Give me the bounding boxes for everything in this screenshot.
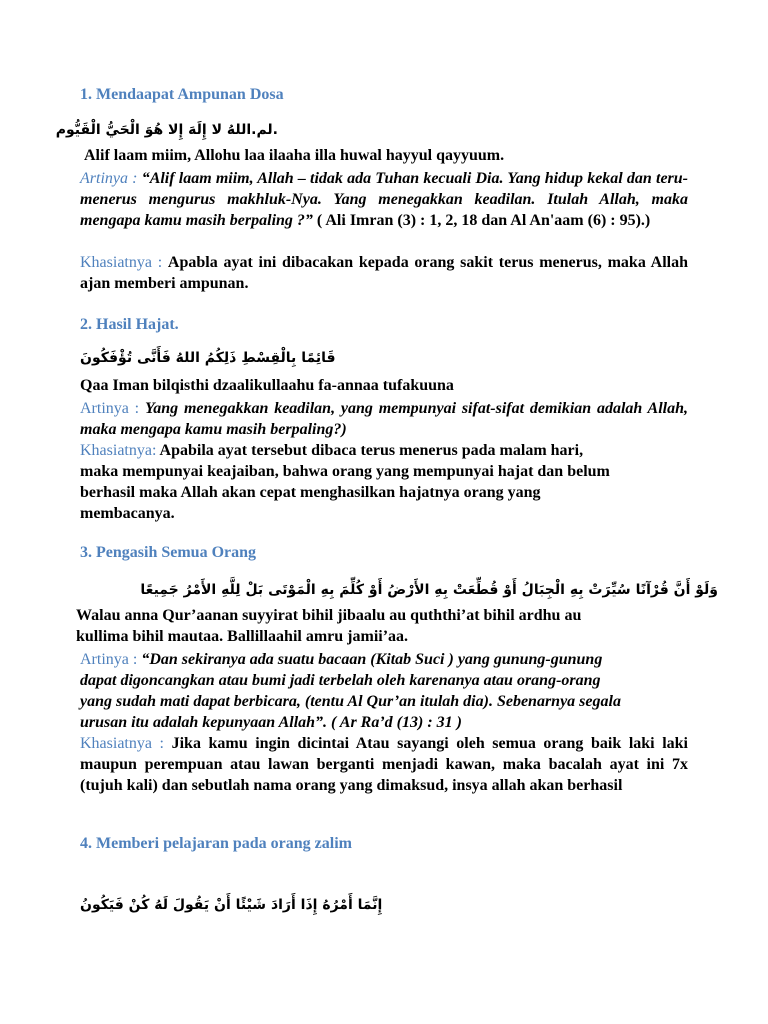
artinya-label: Artinya : <box>80 651 142 668</box>
section-2-artinya <box>80 398 688 440</box>
latin-line-1: Walau anna Qur’aanan suyyirat bihil jibaalu au quththi’at bihil ardhu au <box>76 607 582 624</box>
section-4-arabic: إِنَّمَا أَمْرُهُ إِذَا أَرَادَ شَيْئًا أَنْ يَقُولَ لَهُ كُنْ فَيَكُونُ <box>80 897 383 913</box>
artinya-line-1: “Dan sekiranya ada suatu bacaan (Kitab Suci ) yang gunung-gunung <box>141 651 603 668</box>
section-3-heading: 3. Pengasih Semua Orang <box>80 544 257 561</box>
latin-line-2: kullima bihil mautaa. Ballillaahil amru jamii’aa. <box>76 628 409 645</box>
artinya-line-3: yang sudah mati dapat berbicara, (tentu Al Qur’an itulah dia). Sebenarnya segala <box>80 693 621 710</box>
artinya-text: Yang menegakkan keadilan, yang mempunyai sifat-sifat demikian adalah Allah, maka mengapa kamu masih berpaling?) <box>80 400 689 438</box>
section-2-khasiat <box>80 440 688 524</box>
section-3-artinya <box>80 649 688 733</box>
section-1-arabic: .لم.اللهُ لا إِلَهَ إِلا هُوَ الْحَيُّ الْقَيُّوم <box>55 122 278 138</box>
section-1-khasiat <box>80 252 688 294</box>
khasiat-text: Jika kamu ingin dicintai Atau sayangi oleh semua orang baik laki laki maupun perempuan atau lawan berganti menjadi kawan, maka bacalah ayat ini 7x (tujuh kali) dan sebutlah nama orang yang dimaksud, insya allah akan berhasil <box>80 735 689 794</box>
section-1-heading: 1. Mendaapat Ampunan Dosa <box>80 86 284 103</box>
artinya-text: “Alif laam miim, Allah – tidak ada Tuhan kecuali Dia. Yang hidup kekal dan teru-menerus mengurus makhluk-Nya. Yang menegakkan keadilan. Itulah Allah, maka mengapa kamu masih berpaling ?” <box>80 170 688 229</box>
artinya-line-2: dapat digoncangkan atau bumi jadi terbelah oleh karenanya atau orang-orang <box>80 672 601 689</box>
section-4-heading: 4. Memberi pelajaran pada orang zalim <box>80 835 352 852</box>
khasiat-line-2: maka mempunyai keajaiban, bahwa orang yang mempunyai hajat dan belum <box>80 463 610 480</box>
khasiat-label: Khasiatnya : <box>80 254 168 271</box>
artinya-reference: ( Ali Imran (3) : 1, 2, 18 dan Al An'aam (6) : 95).) <box>312 212 651 229</box>
artinya-label: Artinya : <box>80 400 145 417</box>
section-3-khasiat <box>80 733 688 796</box>
section-3-latin <box>76 605 696 647</box>
khasiat-label: Khasiatnya : <box>80 735 172 752</box>
section-2-arabic: قَائِمًا بِالْقِسْطِ ذَلِكُمُ اللهُ فَأَنَّى تُؤْفَكُونَ <box>80 350 336 366</box>
khasiat-text: Apabla ayat ini dibacakan kepada orang sakit terus menerus, maka Allah ajan memberi ampunan. <box>80 254 689 292</box>
section-3-arabic: وَلَوْ أَنَّ قُرْآنًا سُيِّرَتْ بِهِ الْجِبَالُ أَوْ قُطِّعَتْ بِهِ الأَرْضُ أَوْ كُلِّمَ بِهِ الْمَوْتَى بَلْ لِلَّهِ الأَمْرُ جَمِيعًا <box>140 582 718 598</box>
section-2-latin: Qaa Iman bilqisthi dzaalikullaahu fa-annaa tufakuuna <box>80 377 454 394</box>
khasiat-label: Khasiatnya: <box>80 442 157 459</box>
khasiat-line-1: Apabila ayat tersebut dibaca terus menerus pada malam hari, <box>156 442 584 459</box>
section-2-heading: 2. Hasil Hajat. <box>80 316 179 333</box>
section-1-artinya <box>80 168 688 231</box>
khasiat-line-4: membacanya. <box>80 505 175 522</box>
khasiat-line-3: berhasil maka Allah akan cepat menghasilkan hajatnya orang yang <box>80 484 541 501</box>
artinya-line-4: urusan itu adalah kepunyaan Allah”. ( Ar Ra’d (13) : 31 ) <box>80 714 462 731</box>
artinya-label: Artinya : <box>80 170 142 187</box>
section-1-latin: Alif laam miim, Allohu laa ilaaha illa huwal hayyul qayyuum. <box>84 147 505 164</box>
